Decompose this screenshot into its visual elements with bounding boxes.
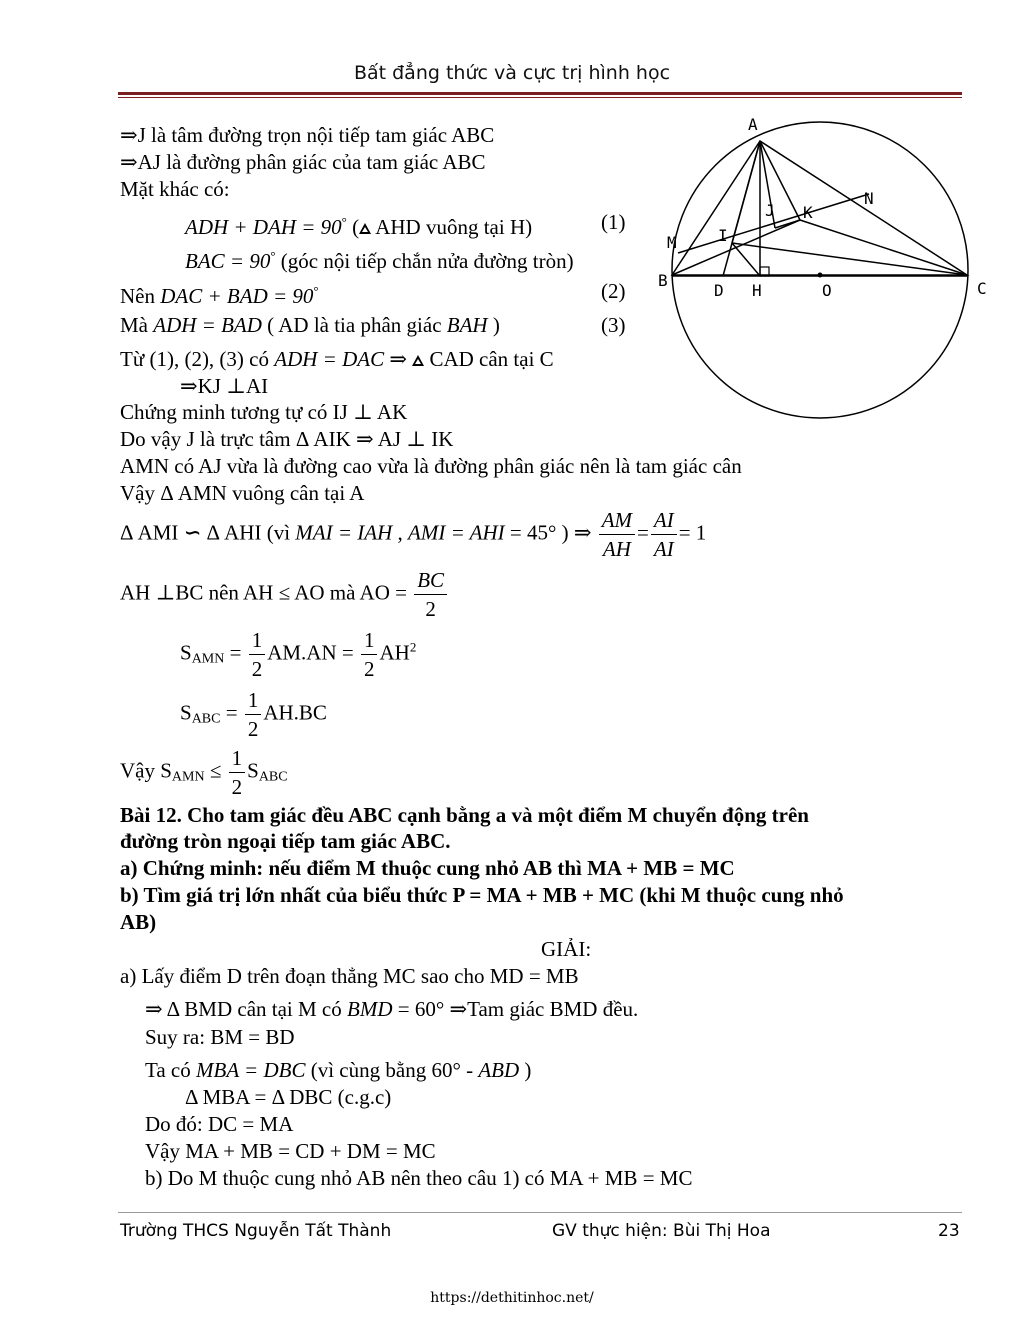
solution-line-2: ⇒ Δ BMD cân tại M có BMD = 60° ⇒Tam giác BMD đều. [145,997,639,1021]
line-ai [732,141,760,243]
line-ic [732,243,967,275]
label-h: H [752,281,762,300]
label-o: O [822,281,832,300]
footer-school: Trường THCS Nguyễn Tất Thành [120,1221,392,1241]
point-o [818,273,823,278]
line-11: Do vậy J là trực tâm Δ AIK ⇒ AJ ⊥ IK [120,427,454,451]
solution-line-5: Δ MBA = Δ DBC (c.g.c) [185,1085,392,1109]
line-4: ADH + DAH = 90° ( AHD vuông tại H) [185,214,533,239]
solution-line-6: Do đó: DC = MA [145,1112,294,1136]
line-18: Vậy $S_{AMN}$ ≤ $\frac{1}{2}$ $S_{ABC}$ [120,746,288,799]
line-7: Mà ADH = BAD ( AD là tia phân giác BAH ) [120,313,500,337]
label-a: A [748,115,758,134]
footer-teacher: GV thực hiện: Bùi Thị Hoa [552,1221,771,1241]
page-header: Bất đẳng thức và cực trị hình học [353,62,671,84]
line-10: Chứng minh tương tự có IJ ⊥ AK [120,400,408,424]
line-1: ⇒J là tâm đường trọn nội tiếp tam giác ABC [120,123,495,147]
label-n: N [864,189,874,208]
problem-line-2: đường tròn ngoại tiếp tam giác ABC. [120,829,451,853]
line-13: Vậy Δ AMN vuông cân tại A [120,481,365,505]
line-kc [800,220,967,275]
line-17: $S_{ABC}$ = $\frac{1}{2}$ AH.BC [180,688,327,741]
line-15: AH ⊥BC nên AH ≤ AO mà AO = $\frac{BC}{2}$ [120,566,449,623]
line-3: Mặt khác có: [120,177,230,201]
line-6: Nên DAC + BAD = 90° [120,283,319,308]
line-5: BAC = 90° (góc nội tiếp chắn nửa đường tròn) [185,248,574,273]
eq-num-1: (1) [601,210,626,234]
label-c: C [977,279,987,298]
header-rule-thin [118,97,962,98]
problem-line-1: Bài 12. Cho tam giác đều ABC cạnh bằng a và một điểm M chuyển động trên [120,803,809,827]
line-9: ⇒KJ ⊥AI [180,374,269,398]
line-2: ⇒AJ là đường phân giác của tam giác ABC [120,150,486,174]
line-ih [732,243,760,276]
circle-o [672,122,968,418]
eq-num-2: (2) [601,279,626,303]
label-d: D [714,281,724,300]
header-rule [118,92,962,95]
triangle-icon [359,223,371,234]
label-j: J [765,201,775,220]
footer-url[interactable]: https://dethitinhoc.net/ [430,1290,594,1306]
solution-line-3: Suy ra: BM = BD [145,1025,295,1049]
solution-line-1: a) Lấy điểm D trên đoạn thẳng MC sao cho MD = MB [120,964,579,988]
line-12: AMN có AJ vừa là đường cao vừa là đường phân giác nên là tam giác cân [120,454,742,478]
page-number: 23 [938,1221,960,1241]
label-i: I [718,226,728,245]
footer-rule [118,1212,962,1213]
label-k: K [803,203,813,222]
solution-line-8: b) Do M thuộc cung nhỏ AB nên theo câu 1) có MA + MB = MC [145,1166,693,1190]
geometry-figure [655,110,995,440]
triangle-icon [412,355,424,366]
label-b: B [658,271,668,290]
problem-line-4: b) Tìm giá trị lớn nhất của biểu thức P = MA + MB + MC (khi M thuộc cung nhỏ [120,883,844,907]
problem-line-5: AB) [120,910,157,934]
label-m: M [667,233,677,252]
line-16: $S_{AMN}$ = $\frac{1}{2}$ AM.AN = $\frac{1}{2}$ $AH^2$ [180,628,417,681]
solution-heading: GIẢI: [541,937,592,961]
problem-line-3: a) Chứng minh: nếu điểm M thuộc cung nhỏ AB thì MA + MB = MC [120,856,735,880]
eq-num-3: (3) [601,313,626,337]
solution-line-4: Ta có MBA = DBC (vì cùng bằng 60° - ABD ) [145,1058,532,1082]
line-14: Δ AMI ∽ Δ AHI (vì MAI = IAH , AMI = AHI = 45° ) ⇒ $\frac{AM}{AH}$ = $\frac{AI}{AI}$ = 1 [120,508,707,561]
solution-line-7: Vậy MA + MB = CD + DM = MC [145,1139,436,1163]
line-8: Từ (1), (2), (3) có ADH = DAC ⇒ CAD cân tại C [120,347,554,371]
